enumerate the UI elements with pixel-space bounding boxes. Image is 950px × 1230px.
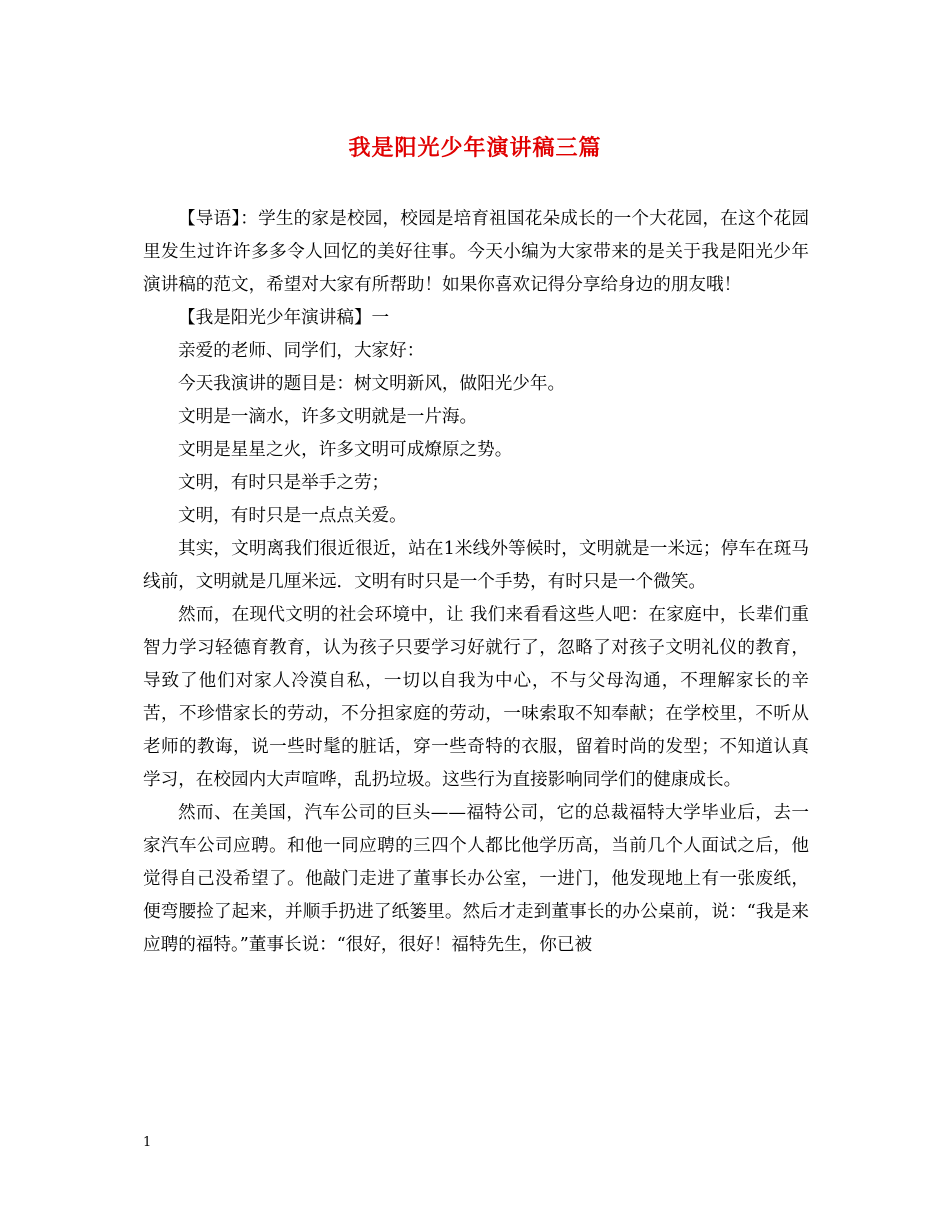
paragraph-section-heading: 【我是阳光少年演讲稿】一 bbox=[178, 308, 390, 328]
paragraph-line-3: 文明，有时只是举手之劳； bbox=[178, 473, 390, 493]
paragraph-civility-distance: 其实，文明离我们很近很近，站在1米线外等候时，文明就是一米远；停车在斑马线前，文明就是几厘米远．文明有时只是一个手势，有时只是一个微笑。 bbox=[143, 539, 809, 592]
document-body bbox=[143, 203, 809, 962]
paragraph-topic: 今天我演讲的题目是：树文明新风，做阳光少年。 bbox=[178, 374, 566, 394]
paragraph-ford-story: 然而、在美国，汽车公司的巨头——福特公司，它的总裁福特大学毕业后，去一家汽车公司应聘。和他一同应聘的三四个人都比他学历高，当前几个人面试之后，他觉得自己没希望了。他敲门走进了董事长办公室，一进门，他发现地上有一张废纸，便弯腰捡了起来，并顺手扔进了纸篓里。然后才走到董事长的办公桌前，说：“我是来应聘的福特。”董事长说：“很好，很好！福特先生，你已被 bbox=[143, 803, 809, 955]
paragraph-greeting: 亲爱的老师、同学们，大家好： bbox=[178, 341, 425, 361]
paragraph-line-4: 文明，有时只是一点点关爱。 bbox=[178, 506, 407, 526]
paragraph-line-2: 文明是星星之火，许多文明可成燎原之势。 bbox=[178, 440, 513, 460]
paragraph-intro: 【导语】：学生的家是校园，校园是培育祖国花朵成长的一个大花园，在这个花园里发生过许许多多令人回忆的美好往事。今天小编为大家带来的是关于我是阳光少年演讲稿的范文，希望对大家有所帮助！如果你喜欢记得分享给身边的朋友哦！ bbox=[143, 209, 809, 295]
page-number: 1 bbox=[143, 1135, 152, 1150]
document-title: 我是阳光少年演讲稿三篇 bbox=[348, 135, 602, 161]
paragraph-line-1: 文明是一滴水，许多文明就是一片海。 bbox=[178, 407, 478, 427]
paragraph-modern-society: 然而，在现代文明的社会环境中，让 我们来看看这些人吧：在家庭中，长辈们重智力学习轻德育教育，认为孩子只要学习好就行了，忽略了对孩子文明礼仪的教育，导致了他们对家人冷漠自私，一切以自我为中心，不与父母沟通，不理解家长的辛苦，不珍惜家长的劳动，不分担家庭的劳动，一味索取不知奉献；在学校里，不听从老师的教诲，说一些时髦的脏话，穿一些奇特的衣服，留着时尚的发型；不知道认真学习，在校园内大声喧哗，乱扔垃圾。这些行为直接影响同学们的健康成长。 bbox=[143, 605, 809, 790]
